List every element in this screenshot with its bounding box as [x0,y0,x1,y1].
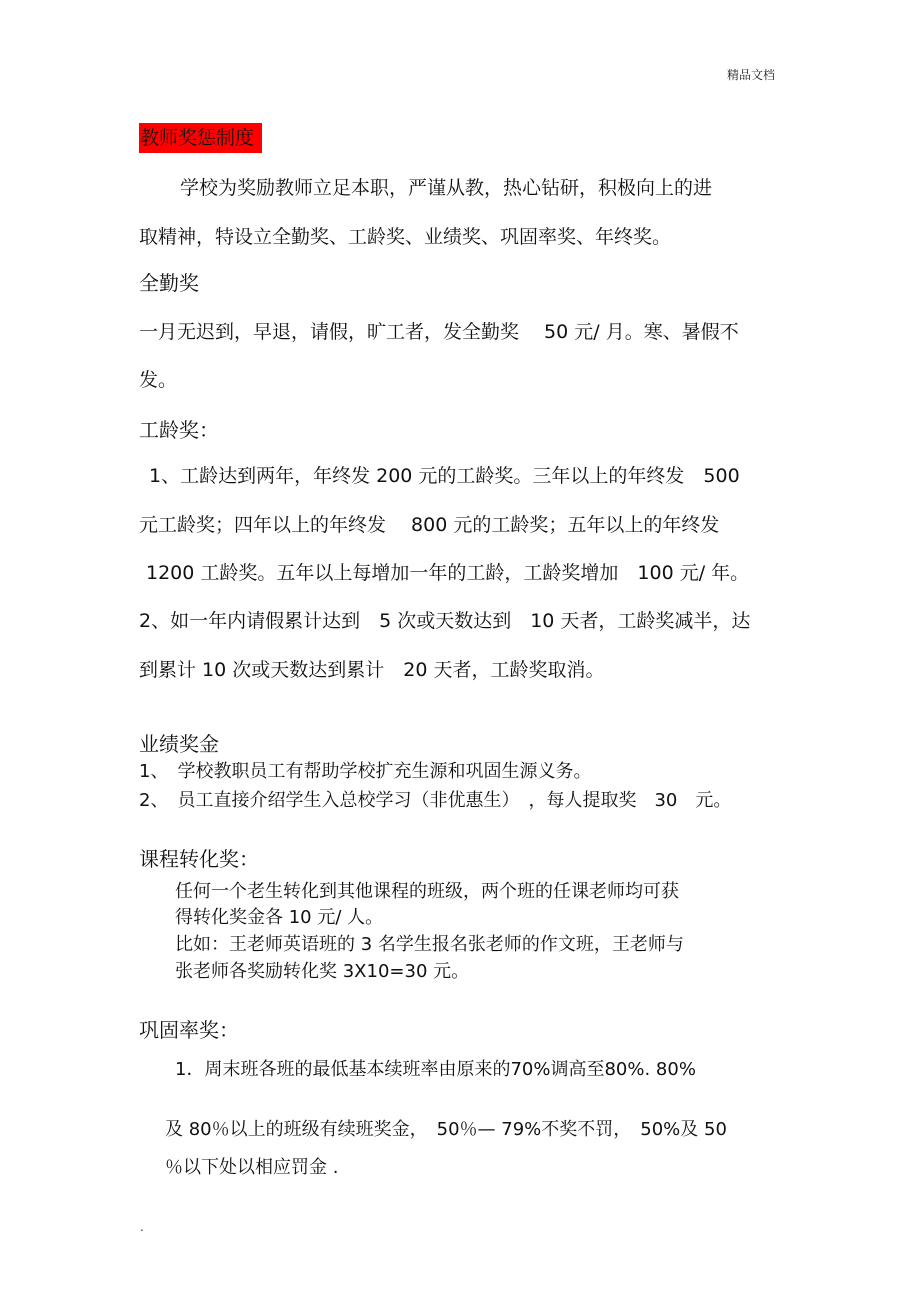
retention-heading: 巩固率奖： [139,1018,239,1042]
header-mark: 精品文档 [727,68,776,82]
full-attendance-heading: 全勤奖 [139,271,199,295]
seniority-line-1: 1、工龄达到两年，年终发 200 元的工龄奖。三年以上的年终发 500 [149,465,740,487]
course-conversion-line-2: 得转化奖金各 10 元/ 人。 [175,907,384,928]
retention-line-2: 及 80％以上的班级有续班奖金， 50％— 79%不奖不罚， 50%及 50 [165,1119,727,1140]
footer-dot: . [140,1220,144,1234]
document-title: 教师奖惩制度 [139,123,262,153]
course-conversion-line-1: 任何一个老生转化到其他课程的班级，两个班的任课老师均可获 [175,881,679,902]
seniority-line-2: 元工龄奖；四年以上的年终发 800 元的工龄奖；五年以上的年终发 [139,514,720,536]
seniority-heading: 工龄奖： [139,418,219,442]
full-attendance-line-1: 一月无迟到，早退，请假，旷工者，发全勤奖 50 元/ 月。寒、暑假不 [139,321,739,343]
seniority-line-5: 到累计 10 次或天数达到累计 20 天者，工龄奖取消。 [139,659,605,681]
intro-line-2: 取精神，特设立全勤奖、工龄奖、业绩奖、巩固率奖、年终奖。 [139,226,672,248]
performance-line-1: 1、 学校教职员工有帮助学校扩充生源和巩固生源义务。 [139,761,592,782]
performance-heading: 业绩奖金 [139,732,219,756]
retention-line-3: ％以下处以相应罚金 . [165,1157,339,1178]
seniority-line-3: 1200 工龄奖。五年以上每增加一年的工龄，工龄奖增加 100 元/ 年。 [146,562,750,584]
course-conversion-line-4: 张老师各奖励转化奖 3X10=30 元。 [175,961,470,982]
intro-line-1: 学校为奖励教师立足本职，严谨从教，热心钻研，积极向上的进 [180,177,713,199]
seniority-line-4: 2、如一年内请假累计达到 5 次或天数达到 10 天者，工龄奖减半，达 [139,610,751,632]
retention-line-1: 1．周末班各班的最低基本续班率由原来的70%调高至80%. 80% [175,1059,696,1080]
full-attendance-line-2: 发。 [139,369,178,391]
course-conversion-line-3: 比如：王老师英语班的 3 名学生报名张老师的作文班，王老师与 [175,934,684,955]
performance-line-2: 2、 员工直接介绍学生入总校学习（非优惠生） ，每人提取奖 30 元。 [139,790,732,811]
course-conversion-heading: 课程转化奖： [139,847,259,871]
